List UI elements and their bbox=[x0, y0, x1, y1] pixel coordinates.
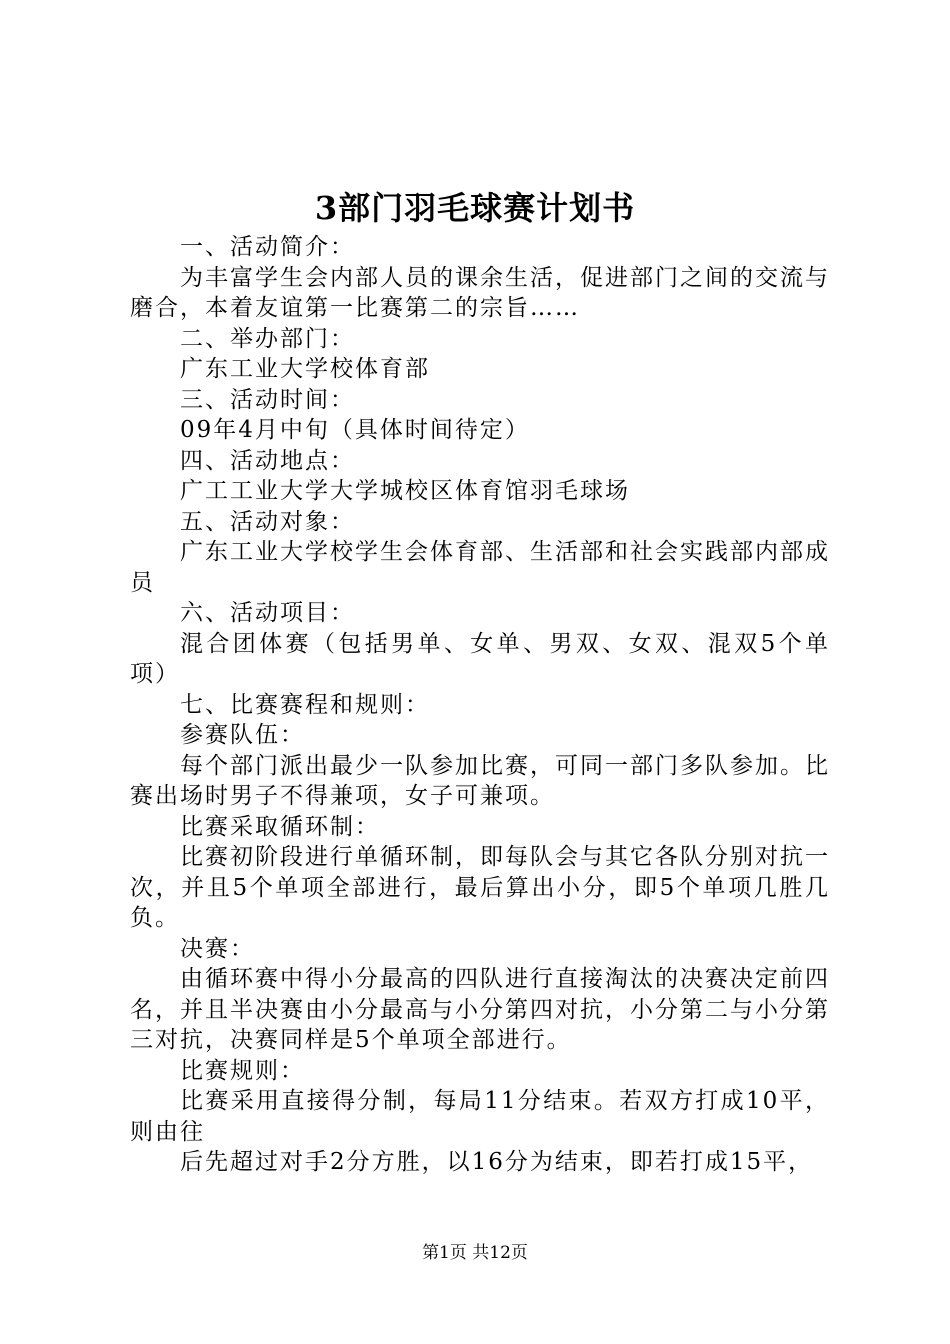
paragraph: 广东工业大学校体育部 bbox=[180, 356, 430, 382]
paragraph: 混合团体赛（包括男单、女单、男双、女双、混双5个单项） bbox=[130, 630, 830, 687]
paragraph: 参赛队伍： bbox=[180, 722, 305, 748]
paragraph: 比赛采取循环制： bbox=[180, 813, 380, 840]
paragraph: 六、活动项目： bbox=[180, 600, 355, 626]
paragraph: 三、活动时间： bbox=[180, 386, 355, 413]
paragraph: 广工工业大学大学城校区体育馆羽毛球场 bbox=[180, 478, 630, 504]
paragraph: 广东工业大学校学生会体育部、生活部和社会实践部内部成员 bbox=[130, 539, 830, 596]
paragraph: 比赛初阶段进行单循环制，即每队会与其它各队分别对抗一次，并且5个单项全部进行，最后算出小分，即5个单项几胜几负。 bbox=[130, 844, 830, 931]
paragraph: 由循环赛中得小分最高的四队进行直接淘汰的决赛决定前四名，并且半决赛由小分最高与小分第四对抗，小分第二与小分第三对抗，决赛同样是5个单项全部进行。 bbox=[130, 966, 830, 1053]
paragraph: 五、活动对象： bbox=[180, 508, 355, 535]
document-title: 3部门羽毛球赛计划书 bbox=[314, 189, 636, 227]
paragraph: 每个部门派出最少一队参加比赛，可同一部门多队参加。比赛出场时男子不得兼项，女子可兼项。 bbox=[130, 752, 830, 809]
paragraph: 为丰富学生会内部人员的课余生活，促进部门之间的交流与磨合，本着友谊第一比赛第二的宗旨…… bbox=[130, 264, 830, 321]
paragraph: 决赛： bbox=[180, 935, 255, 962]
paragraph: 七、比赛赛程和规则： bbox=[180, 691, 430, 718]
paragraph: 一、活动简介： bbox=[180, 234, 355, 260]
paragraph: 比赛规则： bbox=[180, 1057, 305, 1084]
paragraph: 后先超过对手2分方胜，以16分为结束，即若打成15平， bbox=[180, 1149, 814, 1175]
page-footer: 第1页 共12页 bbox=[422, 1243, 528, 1263]
paragraph: 二、举办部门： bbox=[180, 325, 355, 352]
paragraph: 四、活动地点： bbox=[180, 447, 355, 474]
paragraph: 比赛采用直接得分制，每局11分结束。若双方打成10平，则由往 bbox=[130, 1088, 830, 1145]
paragraph: 09年4月中旬（具体时间待定） bbox=[180, 417, 530, 443]
document-body bbox=[130, 232, 830, 1178]
